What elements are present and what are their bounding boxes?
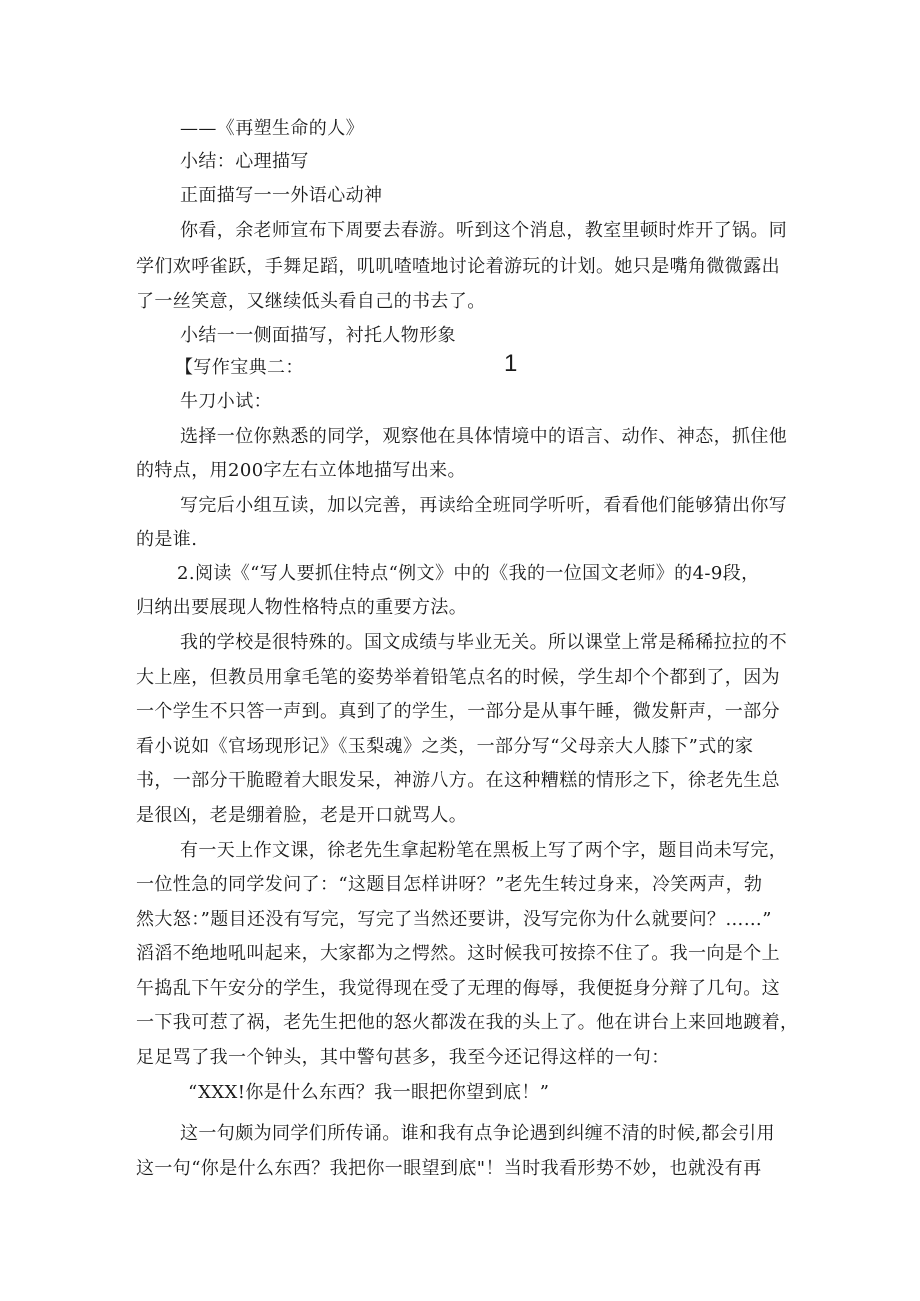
text-line: 的特点，用200字左右立体地描写出来。 [136, 460, 466, 481]
text-line: 一个学生不只答一声到。真到了的学生，一部分是从事午睡，微发鼾声，一部分 [136, 701, 780, 722]
text-line: 了一丝笑意，又继续低头看自己的书去了。 [136, 291, 486, 312]
text-line: 牛刀小试： [180, 391, 272, 412]
text-line: 【写作宝典二： [175, 357, 304, 378]
text-line: 的是谁. [136, 529, 198, 550]
marker-number: 1 [504, 350, 518, 377]
text-line: 写完后小组互读，加以完善，再读给全班同学听听，看看他们能够猜出你写 [180, 495, 788, 516]
text-line: 归纳出要展现人物性格特点的重要方法。 [136, 597, 468, 618]
text-line: 我的学校是很特殊的。国文成绩与毕业无关。所以课堂上常是稀稀拉拉的不 [180, 632, 788, 653]
text-line: “XXX!你是什么东西？我一眼把你望到底！” [188, 1082, 550, 1103]
text-line: 小结一一侧面描写，衬托人物形象 [180, 325, 456, 346]
text-line: 你看，余老师宣布下周要去春游。听到这个消息，教室里顿时炸开了锅。同 [180, 220, 788, 241]
text-line: 小结：心理描写 [180, 151, 309, 172]
text-line: 一位性急的同学发问了：“这题目怎样讲呀？”老先生转过身来，冷笑两声，勃 [136, 874, 763, 895]
text-line: 是很凶，老是绷着脸，老是开口就骂人。 [136, 805, 468, 826]
text-line: 足足骂了我一个钟头，其中警句甚多，我至今还记得这样的一句： [136, 1047, 670, 1068]
text-line: 书，一部分干脆瞪着大眼发呆，神游八方。在这种糟糕的情形之下，徐老先生总 [136, 770, 780, 791]
text-line: 然大怒：”题目还没有写完，写完了当然还要讲，没写完你为什么就要问？……” [136, 909, 772, 930]
text-line: ——《再塑生命的人》 [180, 118, 364, 139]
text-line: 学们欢呼雀跃，手舞足蹈，叽叽喳喳地讨论着游玩的计划。她只是嘴角微微露出 [136, 256, 780, 277]
text-line: 正面描写一一外语心动神 [180, 185, 383, 206]
text-line: 大上座，但教员用拿毛笔的姿势举着铅笔点名的时候，学生却个个都到了，因为 [136, 667, 780, 688]
text-line: 这一句颇为同学们所传诵。谁和我有点争论遇到纠缠不清的时候,都会引用 [180, 1123, 775, 1144]
text-line: 2.阅读《“写人要抓住特点“例文》中的《我的一位国文老师》的4-9段， [177, 563, 760, 584]
text-line: 午捣乱下午安分的学生，我觉得现在受了无理的侮辱，我便挺身分辩了几句。这 [136, 978, 780, 999]
text-line: 看小说如《官场现形记》《玉梨魂》之类，一部分写“父母亲大人膝下”式的家 [136, 736, 754, 757]
text-line: 选择一位你熟悉的同学，观察他在具体情境中的语言、动作、神态，抓住他 [180, 426, 788, 447]
text-line: 滔滔不绝地吼叫起来，大家都为之愕然。这时候我可按捺不住了。我一向是个上 [136, 943, 780, 964]
text-line: 一下我可惹了祸，老先生把他的怒火都泼在我的头上了。他在讲台上来回地踱着， [136, 1012, 799, 1033]
text-line: 有一天上作文课，徐老先生拿起粉笔在黑板上写了两个字，题目尚未写完， [180, 840, 788, 861]
text-line: 这一句“你是什么东西？我把你一眼望到底"！当时我看形势不妙，也就没有再 [136, 1158, 762, 1179]
